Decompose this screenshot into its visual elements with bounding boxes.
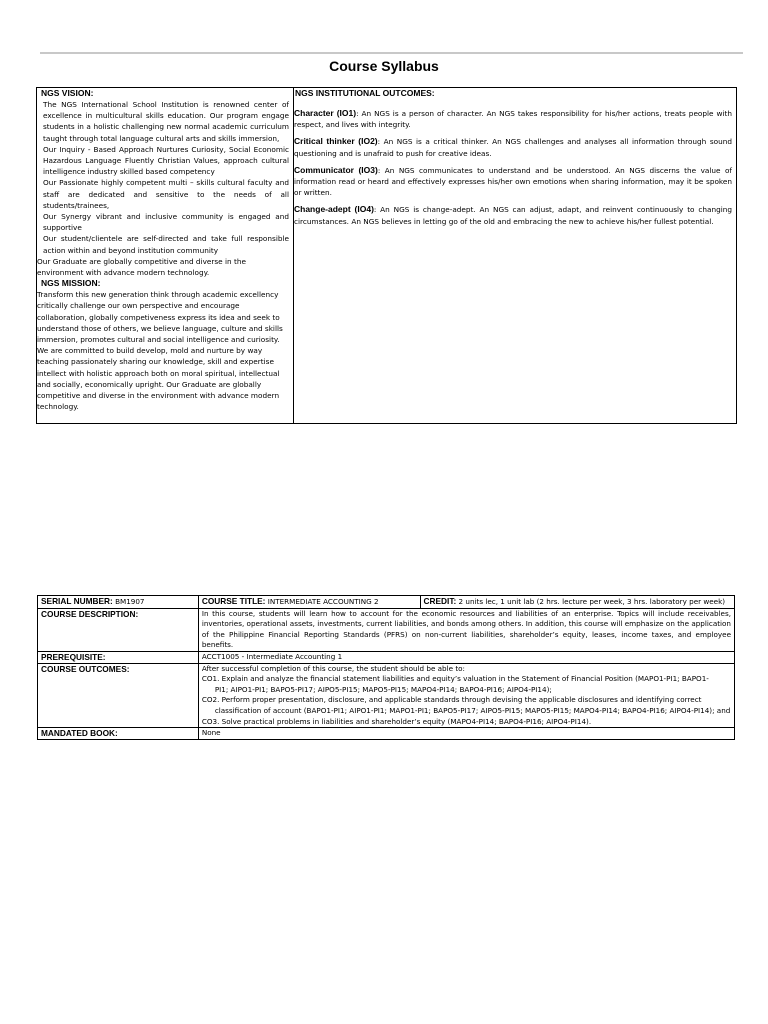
serial-value: BM1907	[115, 597, 145, 606]
table-row	[38, 728, 735, 740]
mandated-book-label: MANDATED BOOK:	[38, 728, 199, 740]
mission-heading: NGS MISSION:	[41, 278, 101, 289]
vision-line: Our student/clientele are self-directed and take full responsible action within and beyond institution community	[43, 234, 289, 255]
page-title: Course Syllabus	[329, 58, 439, 74]
vision-line: Our Inquiry - Based Approach Nurtures Curiosity, Social Economic Hazardous Language Fluently Christian Values, approach cultural intelligence industry skilled based competency	[43, 144, 289, 177]
course-outcomes-cell	[198, 663, 734, 728]
course-info-table	[37, 595, 735, 740]
course-title-cell	[198, 596, 420, 609]
vision-line: Our Synergy vibrant and inclusive community is engaged and supportive	[43, 212, 289, 233]
table-row	[38, 651, 735, 663]
outcome-text: : An NGS is change-adept. An NGS can adjust, adapt, and reinvent continuously to changing circumstances. An NGS believes in letting go of the old and embracing the new to achieve his/her fullest potential.	[294, 205, 732, 226]
credit-label: CREDIT:	[423, 596, 457, 606]
table-row	[38, 663, 735, 728]
serial-label: SERIAL NUMBER:	[41, 596, 113, 606]
course-outcome-1: CO1. Explain and analyze the financial statement liabilities and equity’s valuation in the Statement of Financial Position (MAPO1-PI1; BAPO1-	[201, 674, 709, 684]
mission-text: Transform this new generation think through academic excellency critically challenge our own perspective and encourage collaboration, globally competiveness express its idea and seek to understand those of others, we believe language, culture and skills immersion, promotes cultural and social intelligence and curiosity. We are committed to build develop, mold and nurture by way teaching passionately sharing our knowledge, skill and expertise intellect with holistic approach both on moral spiritual, intellectual and socially, economically upright. Our Graduate are globally competitive and diverse in the environment with advance modern technology.	[37, 290, 283, 412]
vision-line: Our Passionate highly competent multi – skills cultural faculty and staff are dedicated and sensitive to the needs of all students/trainees,	[43, 178, 289, 210]
credit-cell	[420, 596, 734, 609]
course-title-value: INTERMEDIATE ACCOUNTING 2	[267, 597, 379, 606]
outcome-item	[294, 136, 736, 158]
course-outcome-1-cont: PI1; AIPO1-PI1; BAPO5-PI17; AIPO5-PI15; MAPO5-PI15; MAPO4-PI14; BAPO4-PI16; AIPO4-PI14);	[214, 684, 552, 694]
vision-mission-box	[36, 87, 737, 424]
table-row	[38, 596, 735, 609]
course-outcome-3: CO3. Solve practical problems in liabilities and shareholder’s equity (MAPO4-PI14; BAPO4-PI16; AIPO4-PI14).	[201, 716, 592, 726]
credit-value: 2 units lec, 1 unit lab (2 hrs. lecture per week, 3 hrs. laboratory per week)	[458, 597, 726, 606]
table-row	[38, 608, 735, 651]
outcome-text: : An NGS is a person of character. An NGS takes responsibility for his/her actions, treats people with respect, and lives with integrity.	[294, 109, 732, 130]
serial-cell	[38, 596, 199, 609]
outcomes-intro: After successful completion of this course, the student should be able to:	[201, 663, 465, 673]
outcome-label: Character (IO1)	[294, 108, 357, 118]
outcome-item	[294, 204, 736, 226]
course-outcome-2: CO2. Perform proper presentation, disclosure, and applicable standards through devising the applicable disclosures and identifying correct	[201, 695, 702, 705]
outcomes-heading: NGS INSTITUTIONAL OUTCOMES:	[295, 88, 435, 98]
course-title-label: COURSE TITLE:	[201, 596, 266, 606]
outcome-item	[294, 165, 736, 199]
mandated-book-value: None	[198, 728, 734, 740]
vision-heading: NGS VISION:	[41, 88, 94, 98]
course-outcomes-label: COURSE OUTCOMES:	[38, 663, 199, 728]
prerequisite-value: ACCT1005 - Intermediate Accounting 1	[198, 651, 734, 663]
description-label: COURSE DESCRIPTION:	[38, 608, 199, 651]
institutional-outcomes-column	[294, 88, 736, 423]
outcome-label: Critical thinker (IO2)	[294, 136, 378, 147]
header-rule	[40, 52, 743, 54]
outcome-text: : An NGS is a critical thinker. An NGS challenges and analyses all information through sound questioning and is unafraid to push for creative ideas.	[294, 137, 732, 158]
outcome-item	[294, 108, 736, 130]
outcome-text: : An NGS communicates to understand and be understood. An NGS discerns the value of information read or heard and effectively expresses his/her own emotions when sharing information, may it be spoken or written.	[294, 165, 733, 198]
vision-line: The NGS International School Institution is renowned center of excellence in multicultural skills education. Our program engage students in a holistic challenging new normal academic curriculum taught through total language cultural arts and skills immersion,	[43, 100, 289, 143]
outcome-label: Change-adept (IO4)	[294, 204, 374, 215]
outcome-label: Communicator (IO3)	[294, 164, 378, 175]
vision-closing: Our Graduate are globally competitive and diverse in the environment with advance modern technology.	[37, 256, 246, 278]
course-outcome-2-cont: classification of account (BAPO1-PI1; AIPO1-PI1; MAPO1-PI1; BAPO5-PI17; AIPO5-PI15; MAPO5-PI15; MAPO4-PI14; BAPO4-PI16; AIPO4-PI14); and	[214, 705, 731, 715]
description-text: In this course, students will learn how to account for the economic resources and liabilities of an enterprise. Topics will include receivables, inventories, operational assets, investments, current liabilities, and bonds among others. In addition, this course will emphasize on the application of the Philippine Financial Reporting Standards (PFRS) on non-current liabilities, shareholder’s equity, leases, income taxes, and employee benefits.	[198, 608, 734, 651]
prerequisite-label: PREREQUISITE:	[38, 651, 199, 663]
vision-mission-column	[37, 88, 294, 423]
